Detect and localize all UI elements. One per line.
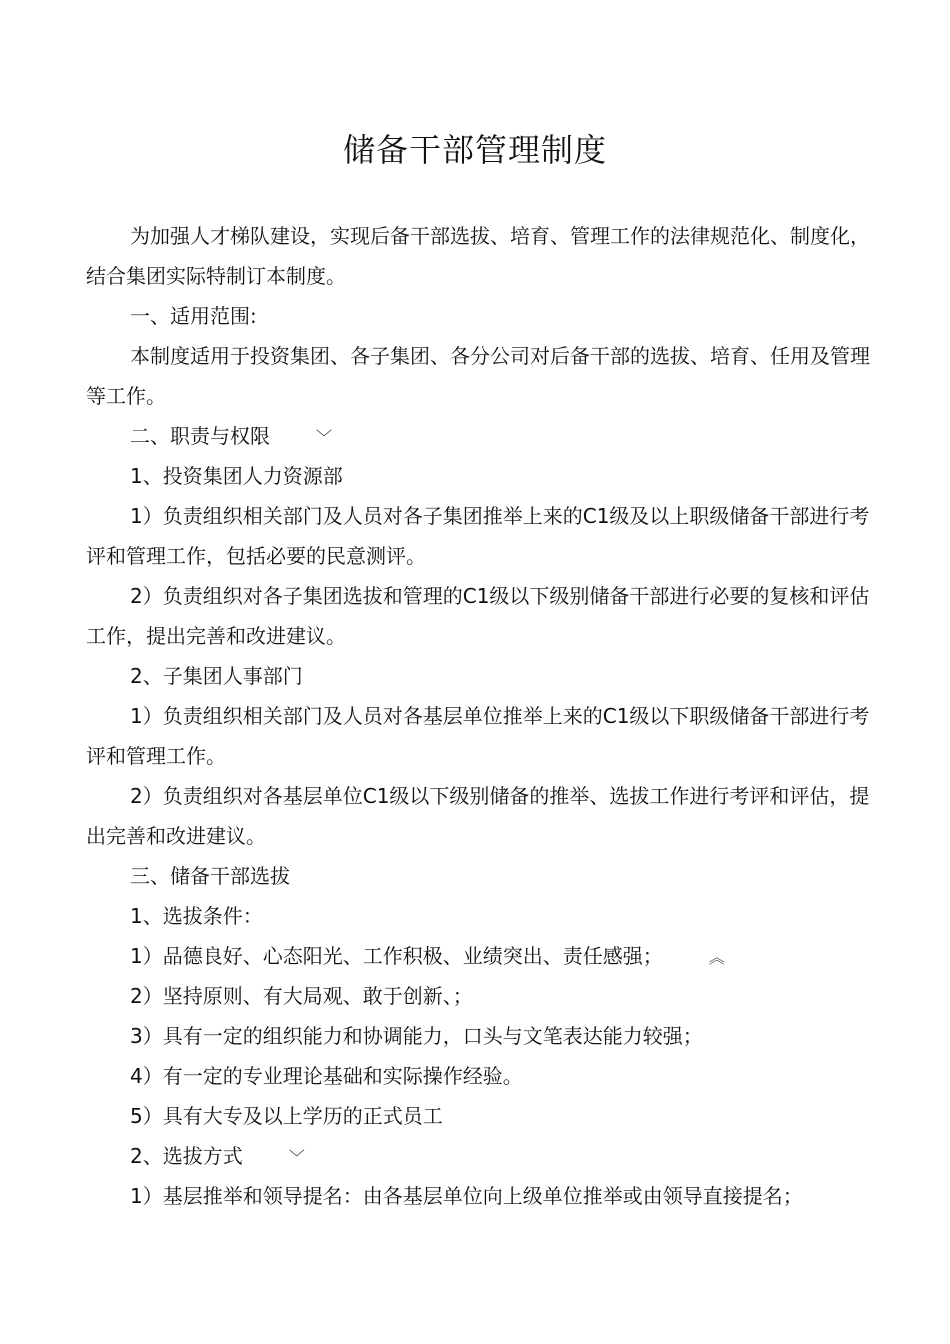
section-heading-selection: 三、储备干部选拔 — [130, 864, 290, 888]
subheading-personnel-department: 2、子集团人事部门 — [130, 664, 303, 688]
subheading-conditions: 1、选拔条件： — [130, 904, 263, 928]
subheading-hr-department: 1、投资集团人力资源部 — [130, 464, 343, 488]
list-item-condition-3: 3）具有一定的组织能力和协调能力，口头与文笔表达能力较强； — [130, 1024, 703, 1048]
list-item-condition-2: 2）坚持原则、有大局观、敢于创新、； — [130, 984, 473, 1008]
list-item-personnel-2: 2）负责组织对各基层单位C1级以下级别储备的推举、选拔工作进行考评和评估，提出完善和改进建议。 — [86, 784, 870, 848]
list-item-personnel-1: 1）负责组织相关部门及人员对各基层单位推举上来的C1级以下职级储备干部进行考评和管理工作。 — [86, 704, 870, 768]
paragraph-intro: 为加强人才梯队建设，实现后备干部选拔、培育、管理工作的法律规范化、制度化，结合集团实际特制订本制度。 — [86, 224, 870, 288]
document-body — [86, 216, 881, 1216]
section-heading-scope: 一、适用范围: — [130, 304, 257, 328]
list-item-condition-1 — [86, 936, 881, 976]
list-item-condition-4: 4）有一定的专业理论基础和实际操作经验。 — [130, 1064, 523, 1088]
paragraph-scope: 本制度适用于投资集团、各子集团、各分公司对后备干部的选拔、培育、任用及管理等工作。 — [86, 344, 870, 408]
list-item-hr-2: 2）负责组织对各子集团选拔和管理的C1级以下级别储备干部进行必要的复核和评估工作，提出完善和改进建议。 — [86, 584, 870, 648]
list-item-condition-1-text: 1）品德良好、心态阳光、工作积极、业绩突出、责任感强； — [130, 944, 663, 968]
list-item-condition-5: 5）具有大专及以上学历的正式员工 — [130, 1104, 443, 1128]
list-item-hr-1: 1）负责组织相关部门及人员对各子集团推举上来的C1级及以上职级储备干部进行考评和管理工作，包括必要的民意测评。 — [86, 504, 870, 568]
down-mark-icon: ﹀ — [316, 427, 333, 447]
section-heading-duties-text: 二、职责与权限 — [130, 424, 270, 448]
list-item-method-1: 1）基层推举和领导提名：由各基层单位向上级单位推举或由领导直接提名； — [130, 1184, 803, 1208]
section-heading-duties — [86, 416, 881, 456]
down-mark-icon: ﹀ — [288, 1147, 305, 1167]
subheading-method-text: 2、选拔方式 — [130, 1144, 243, 1168]
document-title: 储备干部管理制度 — [342, 131, 607, 169]
up-mark-icon: ︽ — [708, 947, 725, 967]
subheading-method — [86, 1136, 881, 1176]
